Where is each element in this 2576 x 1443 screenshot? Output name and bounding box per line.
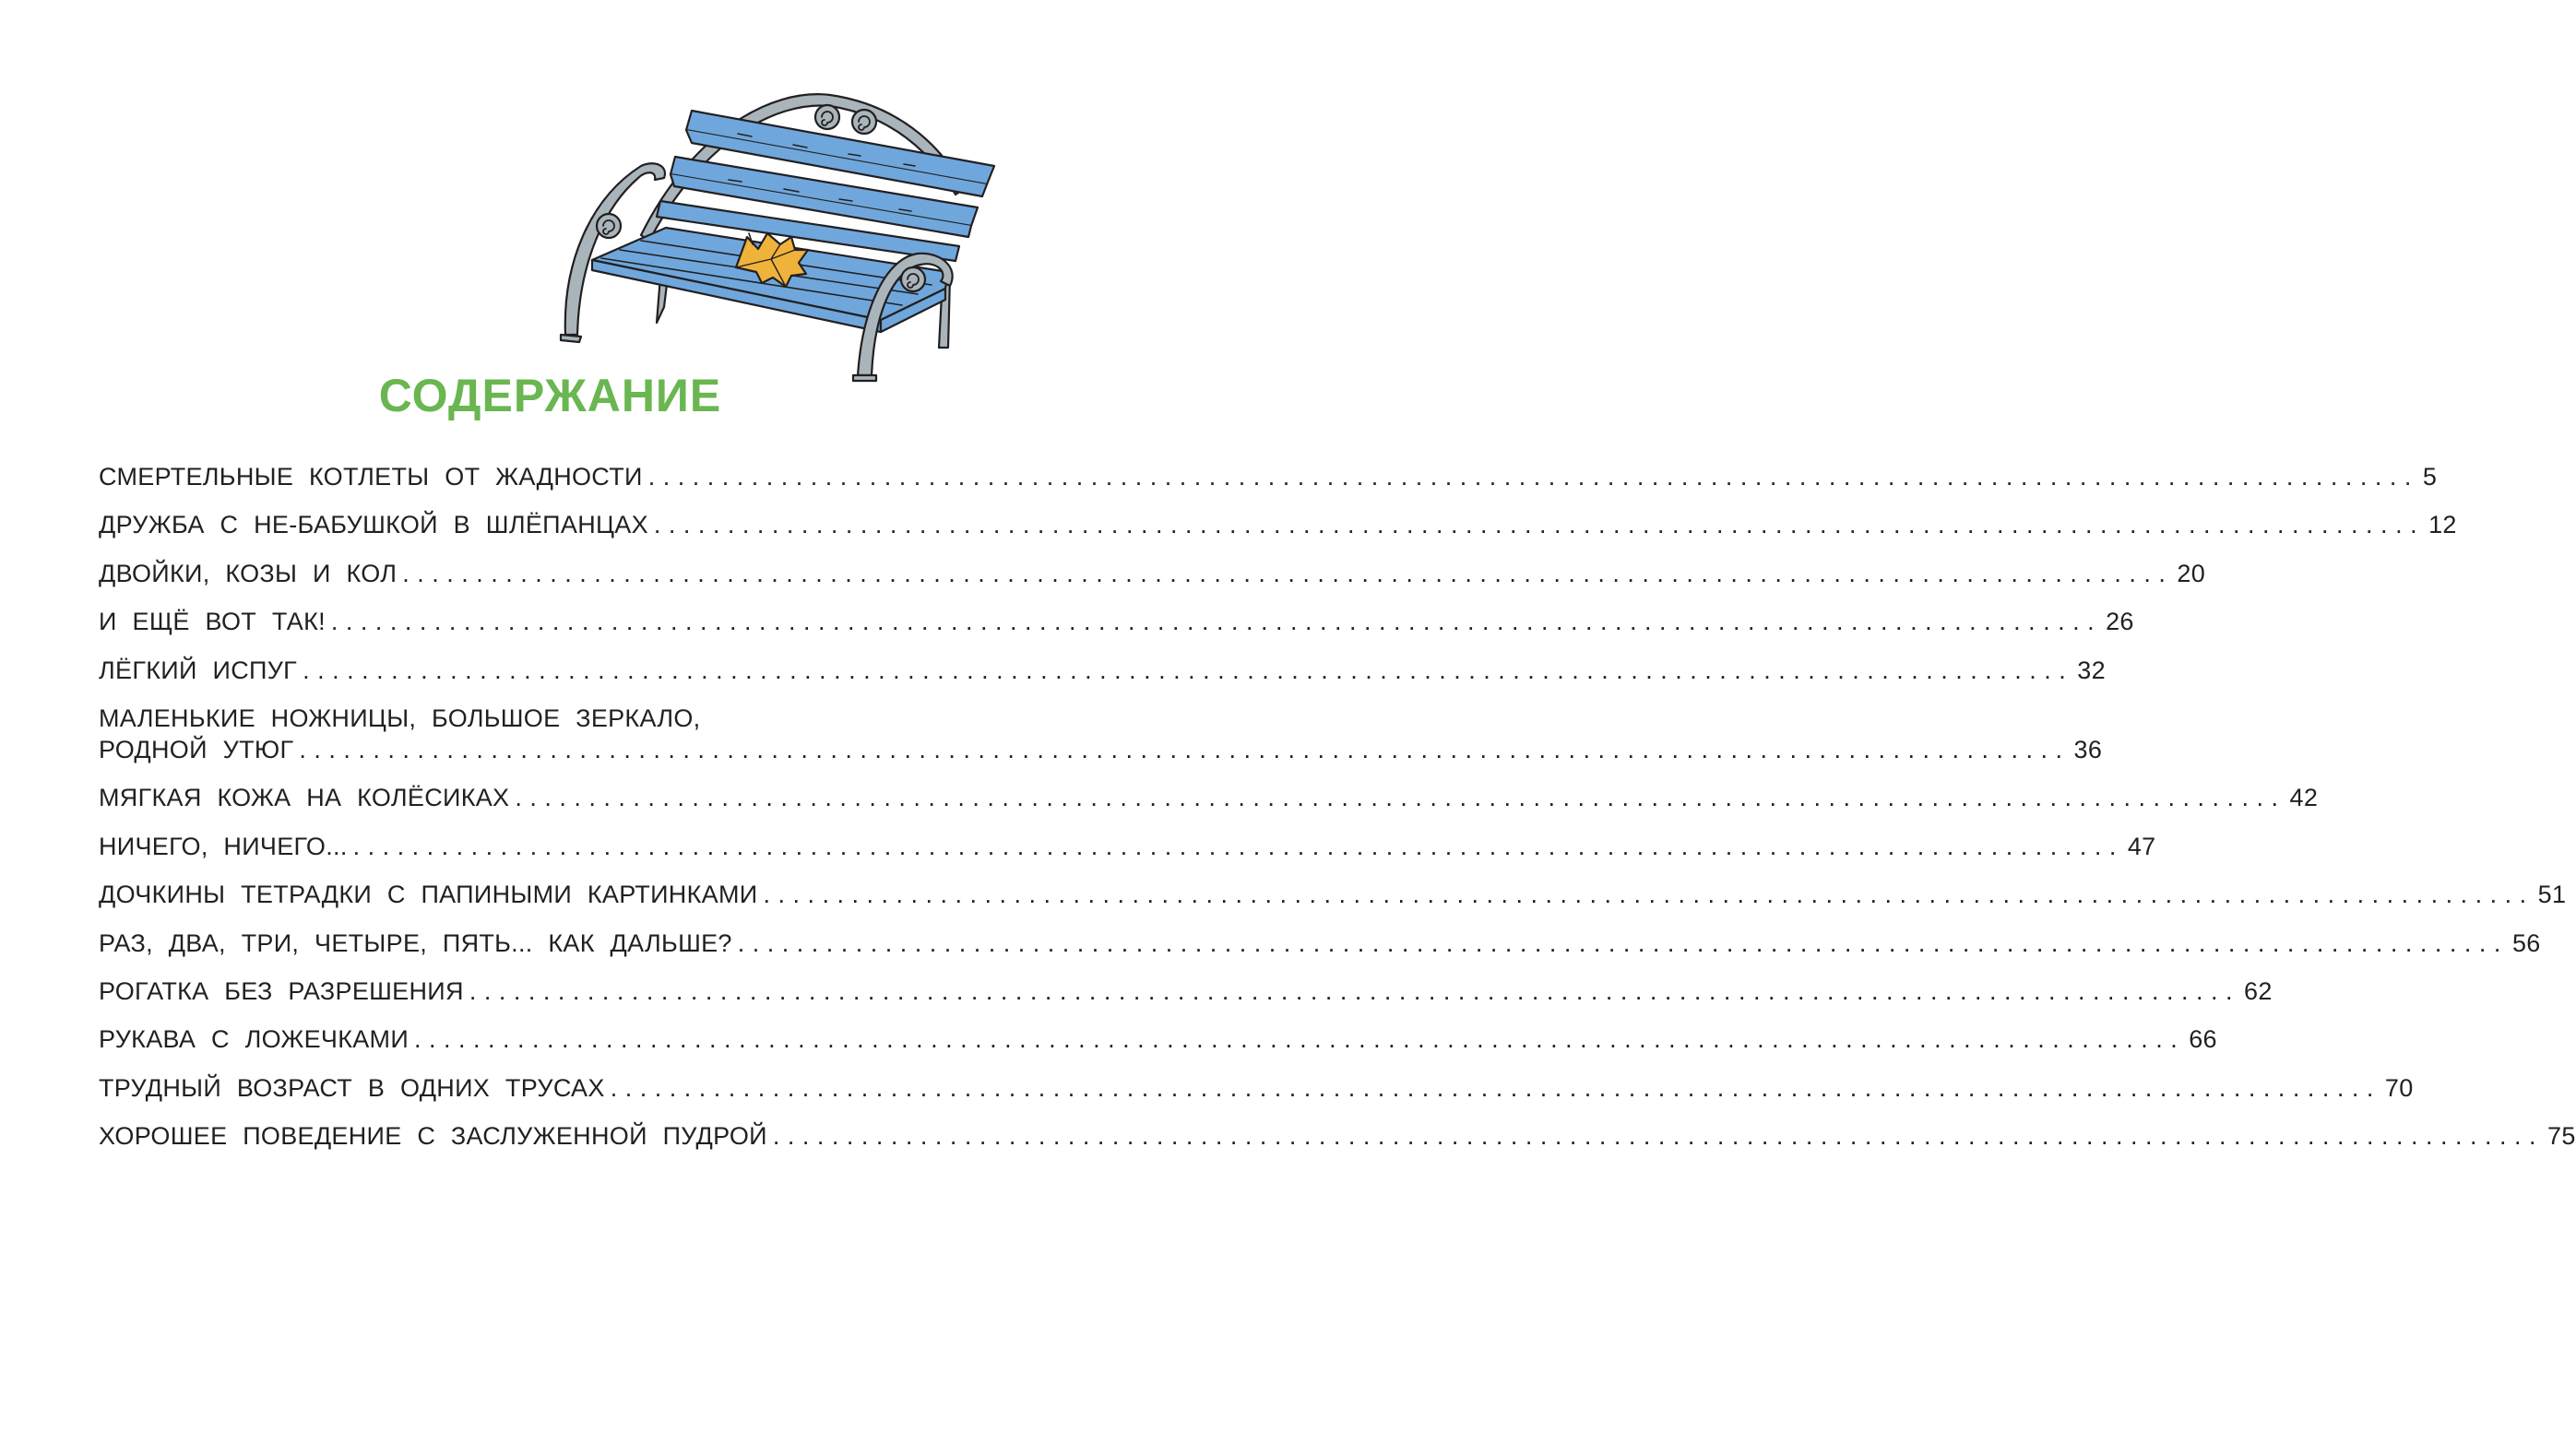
toc-entry-title: ТРУДНЫЙ ВОЗРАСТ В ОДНИХ ТРУСАХ: [99, 1073, 605, 1102]
toc-entry-page: 20: [2177, 559, 2206, 587]
toc-entry[interactable]: [99, 928, 2541, 959]
toc-entry[interactable]: [99, 879, 2567, 910]
toc-entry[interactable]: [99, 655, 2106, 686]
toc-entry-page: 75: [2547, 1122, 2576, 1151]
toc-entry-title: СМЕРТЕЛЬНЫЕ КОТЛЕТЫ ОТ ЖАДНОСТИ: [99, 463, 643, 491]
toc-entry-page: 56: [2511, 928, 2541, 957]
toc-entry[interactable]: [99, 1120, 2576, 1152]
toc-entry-title: РАЗ, ДВА, ТРИ, ЧЕТЫРЕ, ПЯТЬ... КАК ДАЛЬШЕ?: [99, 928, 732, 957]
toc-entry-page: 51: [2537, 881, 2567, 909]
toc-entry[interactable]: [99, 703, 2103, 765]
toc-entry-title: НИЧЕГО, НИЧЕГО...: [99, 832, 348, 860]
toc-dot-leader: ........................................................................................................................: [610, 1073, 2381, 1102]
toc-entry-page: 70: [2384, 1073, 2414, 1102]
toc-dot-leader: ........................................................................................................................: [330, 608, 2103, 636]
toc-dot-leader: ........................................................................................................................: [647, 463, 2419, 491]
toc-entry[interactable]: [99, 976, 2273, 1007]
toc-entry-title: ЛЁГКИЙ ИСПУГ: [99, 656, 298, 684]
toc-entry-title: РУКАВА С ЛОЖЕЧКАМИ: [99, 1025, 410, 1054]
toc-entry-title: МЯГКАЯ КОЖА НА КОЛЁСИКАХ: [99, 784, 510, 812]
bench-illustration: [553, 78, 996, 387]
toc-entry-page: 32: [2077, 656, 2106, 684]
toc-entry[interactable]: [99, 461, 2438, 492]
toc-entry-page: 42: [2289, 784, 2319, 812]
toc-dot-leader: ........................................................................................................................: [303, 656, 2074, 684]
toc-entry[interactable]: [99, 509, 2457, 540]
toc-entry-title: ХОРОШЕЕ ПОВЕДЕНИЕ С ЗАСЛУЖЕННОЙ ПУДРОЙ: [99, 1122, 767, 1151]
toc-entry-page: 26: [2106, 608, 2134, 636]
toc-entry[interactable]: [99, 1072, 2414, 1104]
toc-entry-title: РОГАТКА БЕЗ РАЗРЕШЕНИЯ: [99, 976, 464, 1005]
toc-dot-leader: ........................................................................................................................: [402, 559, 2174, 587]
toc-entry-title: РОДНОЙ УТЮГ: [99, 735, 294, 763]
toc-entry[interactable]: [99, 558, 2206, 589]
toc-dot-leader: ........................................................................................................................: [515, 784, 2286, 812]
bench-with-leaf-icon: [553, 78, 996, 387]
toc-entry-page: 47: [2127, 832, 2156, 860]
toc-entry-page: 12: [2428, 511, 2457, 539]
toc-entry-page: 62: [2244, 976, 2273, 1005]
toc-dot-leader: ........................................................................................................................: [653, 511, 2426, 539]
toc-list: [99, 461, 2576, 1168]
toc-dot-leader: ........................................................................................................................: [737, 928, 2509, 957]
toc-entry[interactable]: [99, 782, 2319, 813]
toc-entry[interactable]: [99, 831, 2156, 862]
toc-entry-title: ДОЧКИНЫ ТЕТРАДКИ С ПАПИНЫМИ КАРТИНКАМИ: [99, 881, 758, 909]
toc-dot-leader: ........................................................................................................................: [414, 1025, 2186, 1054]
toc-dot-leader: ........................................................................................................................: [352, 832, 2124, 860]
toc-entry-page: 5: [2422, 463, 2438, 491]
toc-entry[interactable]: [99, 606, 2134, 637]
toc-entry[interactable]: [99, 1023, 2217, 1055]
toc-entry-title-line1: МАЛЕНЬКИЕ НОЖНИЦЫ, БОЛЬШОЕ ЗЕРКАЛО,: [99, 704, 701, 732]
toc-entry-page: 36: [2073, 735, 2103, 763]
toc-entry-title: И ЕЩЁ ВОТ ТАК!: [99, 608, 326, 636]
toc-dot-leader: ........................................................................................................................: [299, 735, 2071, 763]
toc-entry-title: ДВОЙКИ, КОЗЫ И КОЛ: [99, 559, 398, 587]
toc-dot-leader: ........................................................................................................................: [763, 881, 2534, 909]
toc-entry-title: ДРУЖБА С НЕ-БАБУШКОЙ В ШЛЁПАНЦАХ: [99, 511, 648, 539]
toc-dot-leader: ........................................................................................................................: [469, 976, 2240, 1005]
toc-entry-page: 66: [2189, 1025, 2217, 1054]
toc-dot-leader: ........................................................................................................................: [772, 1122, 2545, 1151]
toc-title: СОДЕРЖАНИЕ: [378, 370, 722, 421]
